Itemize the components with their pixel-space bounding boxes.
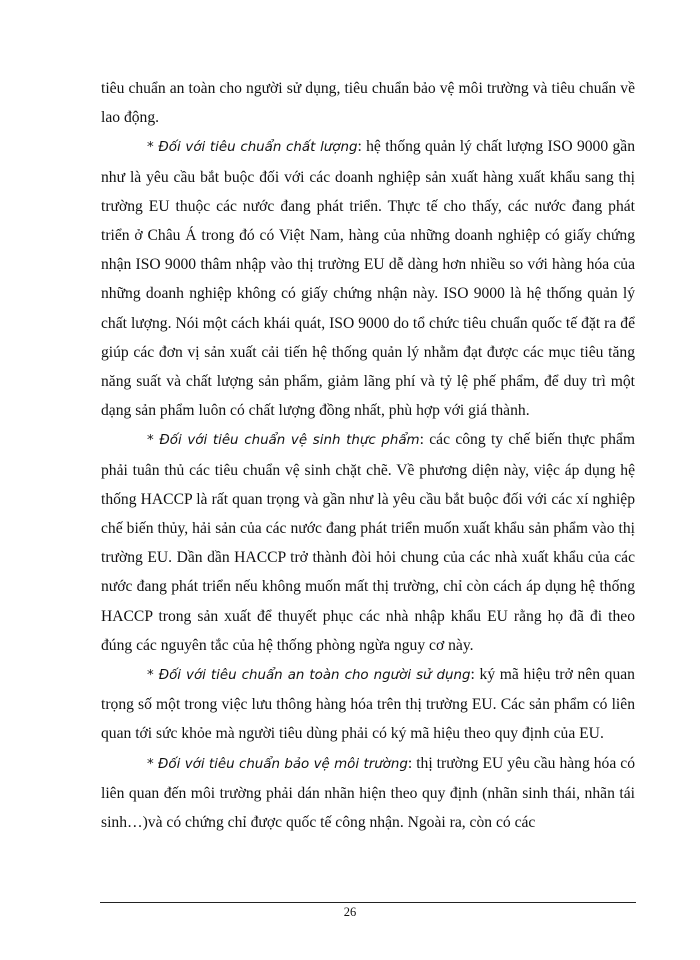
paragraph-lead: * Đối với tiêu chuẩn an toàn cho người sử dụng	[147, 668, 471, 684]
page-number: 26	[343, 905, 357, 919]
footer-rule	[100, 902, 636, 903]
paragraph-text: : hệ thống quản lý chất lượng ISO 9000 gần như là yêu cầu bắt buộc đối với các doanh nghiệp sản xuất hàng xuất khẩu sang thị trường EU thuộc các nước đang phát triển. Thực tế cho thấy, các nước đang phát triển ở Châu Á trong đó có Việt Nam, hàng của những doanh nghiệp có giấy chứng nhận ISO 9000 thâm nhập vào thị trường EU dễ dàng hơn nhiều so với hàng hóa của những doanh nghiệp không có giấy chứng nhận này. ISO 9000 là hệ thống quản lý chất lượng. Nói một cách khái quát, ISO 9000 do tổ chức tiêu chuẩn quốc tế đặt ra để giúp các đơn vị sản xuất cải tiến hệ thống quản lý nhằm đạt được các mục tiêu tăng năng suất và chất lượng sản phẩm, giảm lãng phí và tỷ lệ phế phẩm, để duy trì một dạng sản phẩm luôn có chất lượng đồng nhất, phù hợp với giá thành.	[101, 138, 635, 420]
body-text	[101, 74, 635, 837]
paragraph-text: : ký mã hiệu trở nên quan trọng số một trong việc lưu thông hàng hóa trên thị trường EU. Các sản phẩm có liên quan tới sức khỏe mà người tiêu dùng phải có ký mã hiệu theo quy định của EU.	[101, 666, 635, 743]
paragraph-food-hygiene	[101, 425, 635, 660]
paragraph-environment	[101, 749, 635, 838]
paragraph-lead: * Đối với tiêu chuẩn bảo vệ môi trường	[147, 756, 408, 772]
paragraph-user-safety	[101, 660, 635, 749]
paragraph-lead: * Đối với tiêu chuẩn chất lượng	[147, 140, 358, 156]
paragraph-text: : các công ty chế biến thực phẩm phải tuân thủ các tiêu chuẩn vệ sinh chặt chẽ. Về phương diện này, việc áp dụng hệ thống HACCP là rất quan trọng và gần như là yêu cầu bắt buộc đối với các xí nghiệp chế biến thủy, hải sản của các nước đang phát triển muốn xuất khẩu sản phẩm vào thị trường EU. Dần dần HACCP trở thành đòi hỏi chung của các nhà xuất khẩu của các nước đang phát triển nếu không muốn mất thị trường, chỉ còn cách áp dụng hệ thống HACCP trong sản xuất để thuyết phục các nhà nhập khẩu EU rằng họ đã đi theo đúng các nguyên tắc của hệ thống phòng ngừa nguy cơ này.	[101, 431, 635, 654]
paragraph-quality-standard	[101, 132, 635, 425]
paragraph-text: tiêu chuẩn an toàn cho người sử dụng, tiêu chuẩn bảo vệ môi trường và tiêu chuẩn về lao động.	[101, 80, 635, 127]
paragraph-continuation	[101, 74, 635, 132]
paragraph-lead: * Đối với tiêu chuẩn vệ sinh thực phẩm	[147, 433, 420, 449]
paragraph-text: : thị trường EU yêu cầu hàng hóa có liên quan đến môi trường phải dán nhãn hiện theo quy định (nhãn sinh thái, nhãn tái sinh…)và có chứng chỉ được quốc tế công nhận. Ngoài ra, còn có các	[101, 754, 635, 832]
